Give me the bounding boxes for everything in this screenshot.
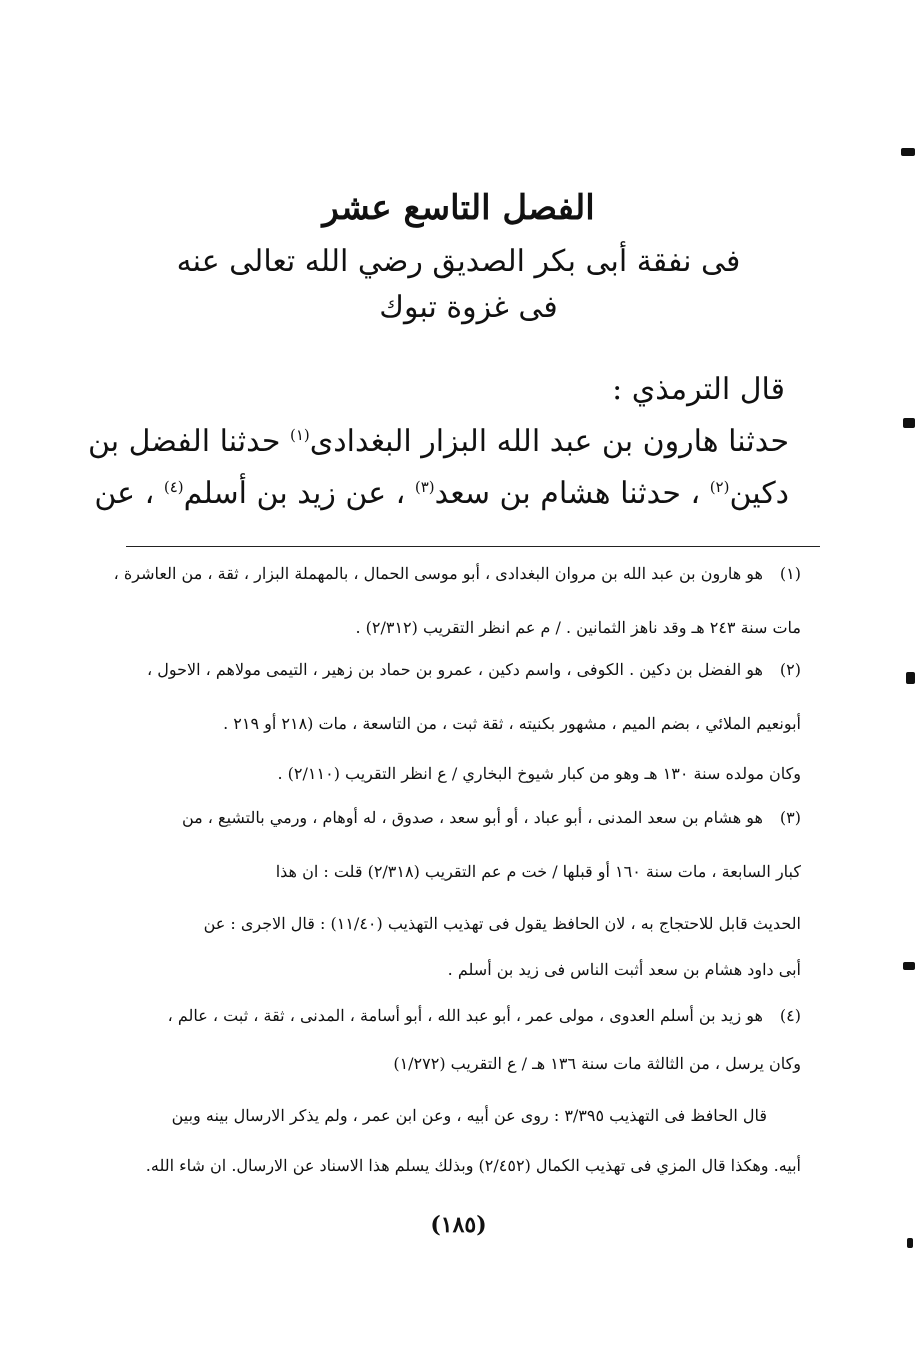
- footnote-1-line-2: مات سنة ٢٤٣ هـ وقد ناهز الثمانين . / م عم انظر التقريب (٢/٣١٢) .: [355, 618, 801, 637]
- footnote-2-line-2: أبونعيم الملائي ، بضم الميم ، مشهور بكنيته ، ثقة ثبت ، من التاسعة ، مات (٢١٨ أو ٢١٩ .: [223, 714, 801, 733]
- footnote-2-line-1: [111, 660, 801, 680]
- footnote-text: هو الفضل بن دكين . الكوفى ، واسم دكين ، عمرو بن حماد بن زهير ، التيمى مولاهم ، الاحول ،: [146, 660, 763, 679]
- page-number: (١٨٥): [430, 1212, 487, 1238]
- footnote-1-line-1: [111, 564, 801, 584]
- footnote-ref: (١): [289, 426, 310, 444]
- chapter-subtitle-location: فى غزوة تبوك: [379, 290, 558, 325]
- intro-heading: قال الترمذي :: [612, 372, 785, 407]
- main-text-segment: حدثنا الفضل بن: [87, 424, 290, 459]
- footnote-number: (١): [779, 564, 801, 583]
- footnote-4-line-2: وكان يرسل ، من الثالثة مات سنة ١٣٦ هـ / ع التقريب (١/٢٧٢): [393, 1054, 801, 1073]
- main-text-segment: دكين: [729, 476, 789, 511]
- main-text-segment: ، عن: [94, 476, 164, 511]
- footnote-ref: (٢): [709, 478, 730, 496]
- footnote-ref: (٣): [414, 478, 435, 496]
- footnote-number: (٢): [779, 660, 801, 679]
- main-text-segment: ، حدثنا هشام بن سعد: [434, 476, 710, 511]
- footnote-number: (٣): [779, 808, 801, 827]
- footnote-text: هو زيد بن أسلم العدوى ، مولى عمر ، أبو عبد الله ، أبو أسامة ، المدنى ، ثقة ، ثبت ، عالم ،: [167, 1006, 763, 1025]
- scan-mark: [903, 962, 915, 970]
- footnote-4-line-1: [111, 1006, 801, 1026]
- footnote-divider: [126, 546, 820, 547]
- footnote-text: هو هشام بن سعد المدنى ، أبو عباد ، أو أبو سعد ، صدوق ، له أوهام ، ورمي بالتشيع ، من: [181, 808, 763, 827]
- footnote-3-line-1: [111, 808, 801, 828]
- footnote-ref: (٤): [163, 478, 184, 496]
- footnote-2-line-3: وكان مولده سنة ١٣٠ هـ وهو من كبار شيوخ البخاري / ع انظر التقريب (٢/١١٠) .: [277, 764, 801, 783]
- chapter-subtitle: فى نفقة أبى بكر الصديق رضي الله تعالى عنه: [176, 244, 741, 279]
- footnote-text: هو هارون بن عبد الله بن مروان البغدادى ، أبو موسى الحمال ، بالمهملة البزار ، ثقة ، من العاشرة ،: [113, 564, 763, 583]
- chapter-title: الفصل التاسع عشر: [322, 188, 595, 228]
- scan-mark: [906, 672, 915, 684]
- main-text-segment: ، عن زيد بن أسلم: [183, 476, 415, 511]
- scan-mark: [907, 1238, 913, 1248]
- main-text-line-2: [94, 476, 789, 511]
- note-line-2: أبيه. وهكذا قال المزي فى تهذيب الكمال (٢/٤٥٢) وبذلك يسلم هذا الاسناد عن الارسال. ان شاء الله.: [145, 1156, 801, 1175]
- main-text-line-1: [87, 424, 789, 459]
- footnote-3-line-2: كبار السابعة ، مات سنة ١٦٠ أو قبلها / خت م عم التقريب (٢/٣١٨) قلت : ان هذا: [275, 862, 801, 881]
- footnote-number: (٤): [779, 1006, 801, 1025]
- footnote-3-line-4: أبى داود هشام بن سعد أثبت الناس فى زيد بن أسلم .: [447, 960, 801, 979]
- main-text-segment: حدثنا هارون بن عبد الله البزار البغدادى: [309, 424, 789, 459]
- note-line-1: قال الحافظ فى التهذيب ٣/٣٩٥ : روى عن أبيه ، وعن ابن عمر ، ولم يذكر الارسال بينه وبين: [171, 1106, 767, 1125]
- scan-mark: [901, 148, 915, 156]
- scan-mark: [903, 418, 915, 428]
- footnote-3-line-3: الحديث قابل للاحتجاج به ، لان الحافظ يقول فى تهذيب التهذيب (١١/٤٠) : قال الاجرى : عن: [203, 914, 801, 933]
